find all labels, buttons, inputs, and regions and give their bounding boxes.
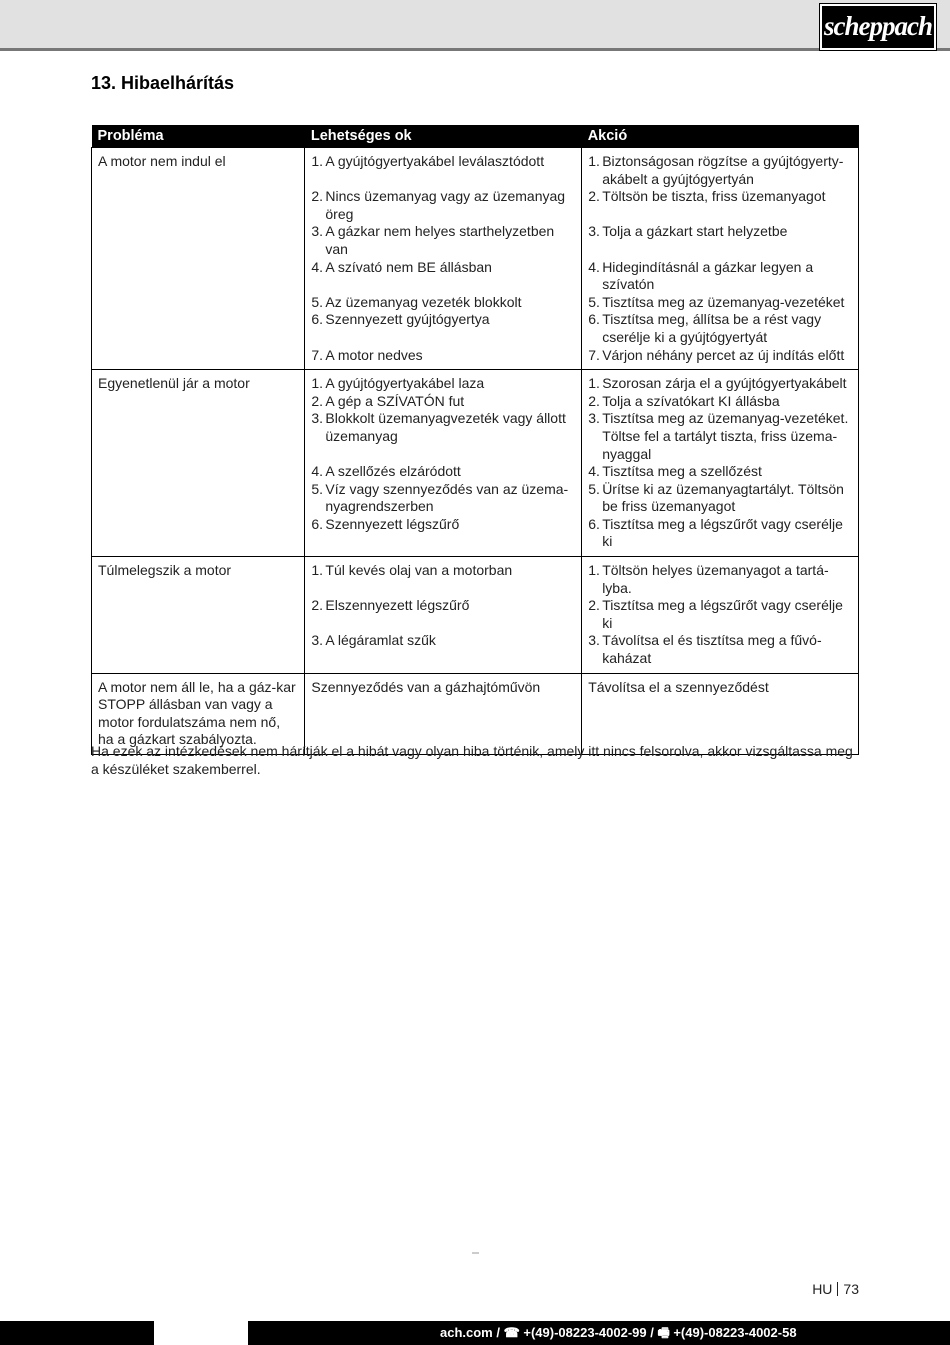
- item-number: 2.: [311, 392, 324, 409]
- item-number: 3.: [311, 632, 324, 649]
- item-text: Tisztítsa meg, állítsa be a rést vagy cserélje ki a gyújtógyertyát: [602, 311, 822, 345]
- item-number: 4.: [311, 463, 324, 480]
- item-number: 3.: [588, 410, 600, 427]
- item-number: 2.: [588, 597, 600, 614]
- item-text: Elszennyezett légszűrő: [325, 597, 470, 614]
- action-item: [588, 632, 852, 667]
- cause-item: [311, 632, 575, 650]
- item-number: 3.: [311, 410, 324, 427]
- action-item: [588, 223, 852, 241]
- section-title: 13. Hibaelhárítás: [91, 73, 235, 93]
- action-cell: [582, 557, 859, 674]
- action-item: [588, 481, 852, 516]
- cause-item: [311, 153, 575, 171]
- header-cause: Lehetséges ok: [305, 125, 582, 148]
- table-row: [92, 148, 859, 370]
- cause-item: [311, 347, 575, 365]
- line-spacer: [311, 580, 575, 598]
- item-text: Tisztítsa meg az üzemanyag-vezetéket. Töltse fel a tartályt tiszta, friss üzema-nyaggal: [602, 410, 849, 462]
- line-spacer: [311, 446, 575, 464]
- cause-cell: [305, 148, 582, 370]
- item-text: Tolja a szívatókart KI állásba: [602, 392, 780, 409]
- item-number: 1.: [588, 153, 600, 169]
- item-text: Távolítsa el és tisztítsa meg a fűvó-kaházat: [602, 632, 822, 667]
- item-number: 2.: [311, 597, 324, 614]
- line-spacer: [311, 615, 575, 633]
- cause-item: [311, 375, 575, 393]
- action-item: [588, 562, 852, 597]
- header-action: Akció: [582, 125, 859, 148]
- item-text: Víz vagy szennyeződés van az üzema-nyagrendszerben: [325, 480, 569, 515]
- cause-item: [311, 294, 575, 312]
- item-text: A gép a SZÍVATÓN fut: [325, 392, 465, 409]
- action-item: [588, 294, 852, 312]
- item-text: A gyújtógyertyakábel laza: [325, 375, 485, 392]
- item-number: 5.: [588, 293, 600, 310]
- item-text: Biztonságosan rögzítse a gyújtógyerty-akábelt a gyújtógyertyán: [602, 153, 844, 187]
- table-row: [92, 557, 859, 674]
- cause-cell: [305, 370, 582, 557]
- line-spacer: [311, 171, 575, 189]
- action-item: [588, 188, 852, 206]
- cause-item: [311, 393, 575, 411]
- item-text: Hidegindításnál a gázkar legyen a szívatón: [602, 258, 814, 293]
- cause-item: [311, 223, 575, 258]
- line-spacer: [311, 329, 575, 347]
- item-text: Az üzemanyag vezeték blokkolt: [325, 293, 522, 310]
- separator: [837, 1282, 838, 1296]
- item-number: 3.: [588, 632, 600, 649]
- item-text: Töltsön helyes üzemanyagot a tartá-lyba.: [602, 562, 829, 596]
- action-cell: Távolítsa el a szennyeződést: [582, 673, 859, 754]
- action-item: [588, 347, 852, 365]
- cause-item: [311, 463, 575, 481]
- item-number: 1.: [311, 153, 324, 169]
- item-number: 6.: [311, 311, 324, 328]
- item-text: Várjon néhány percet az új indítás előtt: [602, 346, 845, 363]
- problem-cell: Egyenetlenül jár a motor: [92, 370, 305, 557]
- problem-cell: A motor nem áll le, ha a gáz-kar STOPP állásban van vagy a motor fordulatszáma nem nő, ha a gázkart szabályozta.: [92, 673, 305, 754]
- table-header-row: [92, 125, 859, 148]
- problem-cell: Túlmelegszik a motor: [92, 557, 305, 674]
- item-number: 5.: [311, 480, 324, 497]
- cause-item: [311, 410, 575, 445]
- item-text: A szellőzés elzáródott: [325, 463, 461, 480]
- item-number: 2.: [311, 188, 324, 205]
- item-text: Ürítse ki az üzemanyagtartályt. Töltsön be friss üzemanyagot: [602, 480, 844, 515]
- item-number: 1.: [588, 562, 600, 579]
- page-number: [812, 1281, 859, 1297]
- item-number: 6.: [588, 311, 600, 328]
- action-item: [588, 375, 852, 393]
- action-item: [588, 463, 852, 481]
- cause-item: [311, 481, 575, 516]
- troubleshooting-table: [91, 125, 859, 755]
- item-number: 2.: [588, 392, 600, 409]
- item-text: Tisztítsa meg a légszűrőt vagy cserélje ki: [602, 597, 843, 631]
- page-mark: [472, 1252, 479, 1254]
- item-text: Tisztítsa meg az üzemanyag-vezetéket: [602, 293, 845, 310]
- footer-gap: [154, 1321, 248, 1345]
- action-item: [588, 516, 852, 551]
- line-spacer: [311, 276, 575, 294]
- item-number: 2.: [588, 188, 600, 205]
- item-number: 4.: [588, 258, 600, 275]
- item-text: A szívató nem BE állásban: [325, 258, 492, 275]
- item-text: Túl kevés olaj van a motorban: [325, 562, 513, 579]
- cause-item: [311, 188, 575, 223]
- action-item: [588, 259, 852, 294]
- problem-cell: A motor nem indul el: [92, 148, 305, 370]
- item-text: A légáramlat szűk: [325, 632, 436, 649]
- item-number: 6.: [588, 515, 600, 532]
- scheppach-logo: scheppach: [820, 4, 936, 50]
- action-item: [588, 153, 852, 188]
- item-text: Blokkolt üzemanyagvezeték vagy állott üzemanyag: [325, 410, 566, 444]
- item-text: Szorosan zárja el a gyújtógyertyakábelt: [602, 375, 847, 392]
- cause-item: [311, 562, 575, 580]
- item-number: 1.: [311, 375, 324, 392]
- item-text: Tisztítsa meg a légszűrőt vagy cserélje ki: [602, 515, 843, 550]
- header-bar: [0, 0, 950, 51]
- item-number: 4.: [311, 258, 324, 275]
- item-number: 3.: [588, 223, 600, 240]
- header-problem: Probléma: [92, 125, 305, 148]
- item-number: 5.: [311, 293, 324, 310]
- action-cell: [582, 370, 859, 557]
- item-number: 7.: [311, 346, 324, 363]
- item-text: Szennyezett gyújtógyertya: [325, 311, 490, 328]
- cause-item: [311, 516, 575, 534]
- item-number: 1.: [588, 375, 600, 392]
- action-cell: [582, 148, 859, 370]
- action-item: [588, 311, 852, 346]
- action-item: [588, 410, 852, 463]
- table-row: [92, 370, 859, 557]
- item-text: A gázkar nem helyes starthelyzetben van: [325, 223, 555, 257]
- cause-cell: [305, 557, 582, 674]
- item-text: Nincs üzemanyag vagy az üzemanyag öreg: [325, 188, 566, 222]
- footnote-text: Ha ezek az intézkedések nem hárítják el a hibát vagy olyan hiba történik, amely itt nincs felsorolva, akkor vizsgáltassa meg a készüléket szakemberrel.: [91, 743, 853, 777]
- item-text: A motor nedves: [325, 346, 423, 363]
- item-text: Tolja a gázkart start helyzetbe: [602, 223, 788, 240]
- footer-contact: ach.com / ☎ +(49)-08223-4002-99 / 🖷 +(49)-08223-4002-58: [440, 1325, 797, 1340]
- cause-item: [311, 259, 575, 277]
- language-code: HU: [812, 1281, 833, 1297]
- cause-cell: Szennyeződés van a gázhajtóművön: [305, 673, 582, 754]
- item-text: A gyújtógyertyakábel leválasztódott: [325, 153, 545, 169]
- item-number: 7.: [588, 346, 600, 363]
- item-text: Szennyezett légszűrő: [325, 515, 460, 532]
- item-number: 5.: [588, 480, 600, 497]
- item-number: 3.: [311, 223, 324, 240]
- action-item: [588, 393, 852, 411]
- cause-item: [311, 311, 575, 329]
- item-text: Töltsön be tiszta, friss üzemanyagot: [602, 188, 826, 205]
- item-text: Tisztítsa meg a szellőzést: [602, 463, 762, 480]
- line-spacer: [588, 241, 852, 259]
- action-item: [588, 597, 852, 632]
- line-spacer: [588, 206, 852, 224]
- page-number-value: 73: [843, 1281, 859, 1297]
- item-number: 1.: [311, 562, 324, 579]
- cause-item: [311, 597, 575, 615]
- item-number: 4.: [588, 463, 600, 480]
- item-number: 6.: [311, 515, 324, 532]
